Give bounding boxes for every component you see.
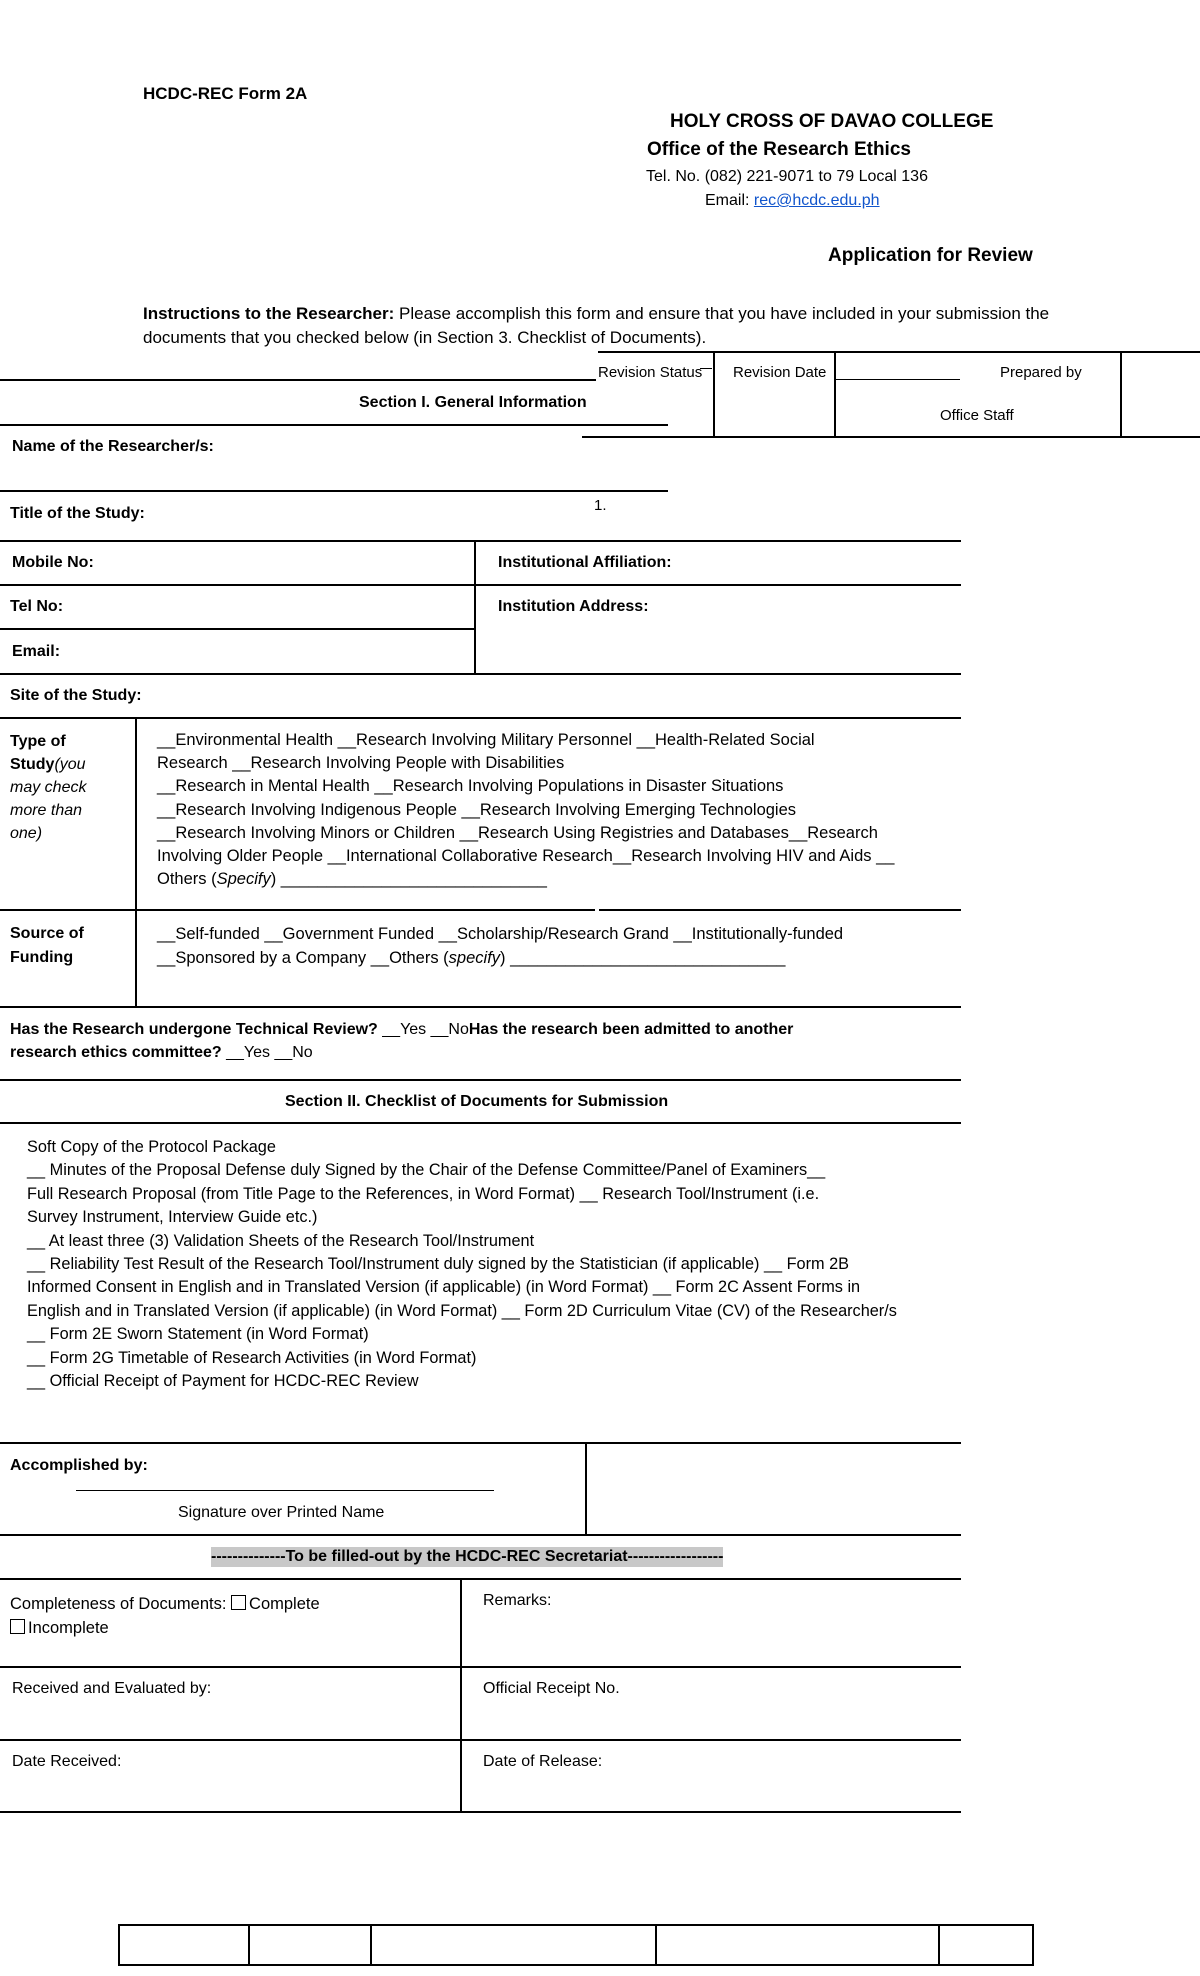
checklist-item: __ Official Receipt of Payment for HCDC-REC Review (27, 1372, 419, 1391)
incomplete-option-label: Incomplete (28, 1619, 109, 1637)
revision-table-top-line (598, 351, 1200, 353)
form-code: HCDC-REC Form 2A (143, 84, 308, 103)
section1-title: Section I. General Information (359, 394, 587, 411)
type-option-line: Research __Research Involving People with Disabilities (157, 754, 565, 773)
funding-options (157, 922, 843, 970)
instructions-label: Instructions to the Researcher: (143, 304, 395, 323)
signature-caption: Signature over Printed Name (178, 1504, 385, 1521)
study-title-label: Title of the Study: (10, 505, 145, 522)
email-field-label: Email: (12, 643, 61, 660)
admitted-question: Has the research been admitted to another (468, 1021, 794, 1038)
checklist-item: __ At least three (3) Validation Sheets of the Research Tool/Instrument (27, 1231, 535, 1250)
date-received-label: Date Received: (12, 1753, 122, 1770)
type-others: Others (Specify) _____________________________ (157, 870, 547, 889)
revision-status-label: Revision Status (598, 364, 703, 381)
checklist-item: English and in Translated Version (if applicable) (in Word Format) __ Form 2D Curriculum Vitae (CV) of the Researcher/s (27, 1301, 897, 1320)
affiliation-label: Institutional Affiliation: (498, 554, 672, 571)
top-divider-line (0, 379, 596, 381)
mobile-label: Mobile No: (12, 554, 94, 571)
type-option-line: __Research Involving Minors or Children __Research Using Registries and Databases__Research (157, 823, 878, 842)
funding-line-1: __Self-funded __Government Funded __Scholarship/Research Grand __Institutionally-funded (157, 925, 844, 943)
office-tel: Tel. No. (082) 221-9071 to 79 Local 136 (646, 168, 928, 185)
office-email (705, 192, 880, 210)
document-title: Application for Review (828, 245, 1033, 266)
instructions-text-1: Please accomplish this form and ensure that you have included in your submission the (394, 304, 1050, 323)
instructions-text-2: documents that you checked below (in Section 3. Checklist of Documents). (143, 327, 707, 347)
complete-option-label: Complete (249, 1595, 320, 1613)
email-link[interactable]: rec@hcdc.edu.ph (753, 192, 880, 209)
secretariat-banner: --------------To be filled-out by the HCDC-REC Secretariat------------------ (211, 1548, 724, 1565)
type-option-line: __Research in Mental Health __Research Involving Populations in Disaster Situations (157, 777, 784, 796)
type-of-study-label: Type of Study(you may check more than one) (10, 733, 87, 842)
funding-label: Source of Funding (10, 925, 84, 966)
checklist-item: __ Form 2E Sworn Statement (in Word Format) (27, 1325, 369, 1344)
email-label: Email: (705, 192, 754, 209)
received-evaluated-label: Received and Evaluated by: (12, 1680, 212, 1697)
incomplete-checkbox[interactable] (10, 1619, 25, 1634)
complete-checkbox[interactable] (231, 1595, 246, 1610)
section2-title: Section II. Checklist of Documents for Submission (285, 1093, 669, 1110)
technical-review-options: __Yes __No (377, 1021, 469, 1038)
college-name: HOLY CROSS OF DAVAO COLLEGE (670, 111, 994, 132)
instructions (143, 302, 1049, 349)
completeness-field: Completeness of Documents: Complete Incomplete (10, 1595, 320, 1637)
footer-table (118, 1924, 1034, 1966)
prepared-by-value: Office Staff (940, 407, 1014, 424)
date-of-release-label: Date of Release: (483, 1753, 603, 1770)
checklist-item: __ Form 2G Timetable of Research Activities (in Word Format) (27, 1348, 477, 1367)
checklist-item: Informed Consent in English and in Translated Version (if applicable) (in Word Format) __ Form 2C Assent Forms in (27, 1278, 861, 1297)
type-option-line: __Environmental Health __Research Involving Military Personnel __Health-Related Social (157, 731, 815, 749)
checklist-item: Full Research Proposal (from Title Page to the References, in Word Format) __ Research Tool/Instrument (i.e. (27, 1184, 820, 1203)
type-of-study-options (157, 729, 894, 891)
technical-review-question: Has the Research undergone Technical Review? (10, 1021, 378, 1038)
prepared-by-label: Prepared by (1000, 364, 1082, 381)
remarks-label: Remarks: (483, 1592, 552, 1609)
admitted-options: __Yes __No (221, 1044, 313, 1061)
row-number: 1. (594, 497, 607, 514)
revision-date-label: Revision Date (733, 364, 827, 381)
signature-line (76, 1490, 494, 1491)
review-questions: Has the Research undergone Technical Review? __Yes __NoHas the research been admitted to another research ethics committee? __Yes __No (10, 1021, 794, 1061)
researcher-name-label: Name of the Researcher/s: (12, 438, 214, 455)
type-option-line: Involving Older People __International Collaborative Research__Research Involving HIV and Aids __ (157, 847, 895, 866)
type-option-line: __Research Involving Indigenous People __Research Involving Emerging Technologies (157, 800, 797, 819)
accomplished-label: Accomplished by: (10, 1457, 148, 1474)
tel-label: Tel No: (10, 598, 64, 615)
document-checklist (27, 1136, 897, 1393)
office-name: Office of the Research Ethics (647, 139, 911, 160)
official-receipt-label: Official Receipt No. (483, 1680, 620, 1697)
checklist-item: __ Reliability Test Result of the Research Tool/Instrument duly signed by the Statistician (if applicable) __ Form 2B (27, 1255, 850, 1274)
revision-table-bottom-line (582, 436, 1200, 438)
funding-line-2: __Sponsored by a Company __Others (specify) ______________________________ (157, 949, 786, 967)
address-label: Institution Address: (498, 598, 649, 615)
checklist-item: Survey Instrument, Interview Guide etc.) (27, 1208, 318, 1227)
site-label: Site of the Study: (10, 687, 142, 704)
checklist-item: Soft Copy of the Protocol Package (27, 1138, 276, 1156)
checklist-item: __ Minutes of the Proposal Defense duly Signed by the Chair of the Defense Committee/Panel of Examiners__ (27, 1161, 826, 1180)
